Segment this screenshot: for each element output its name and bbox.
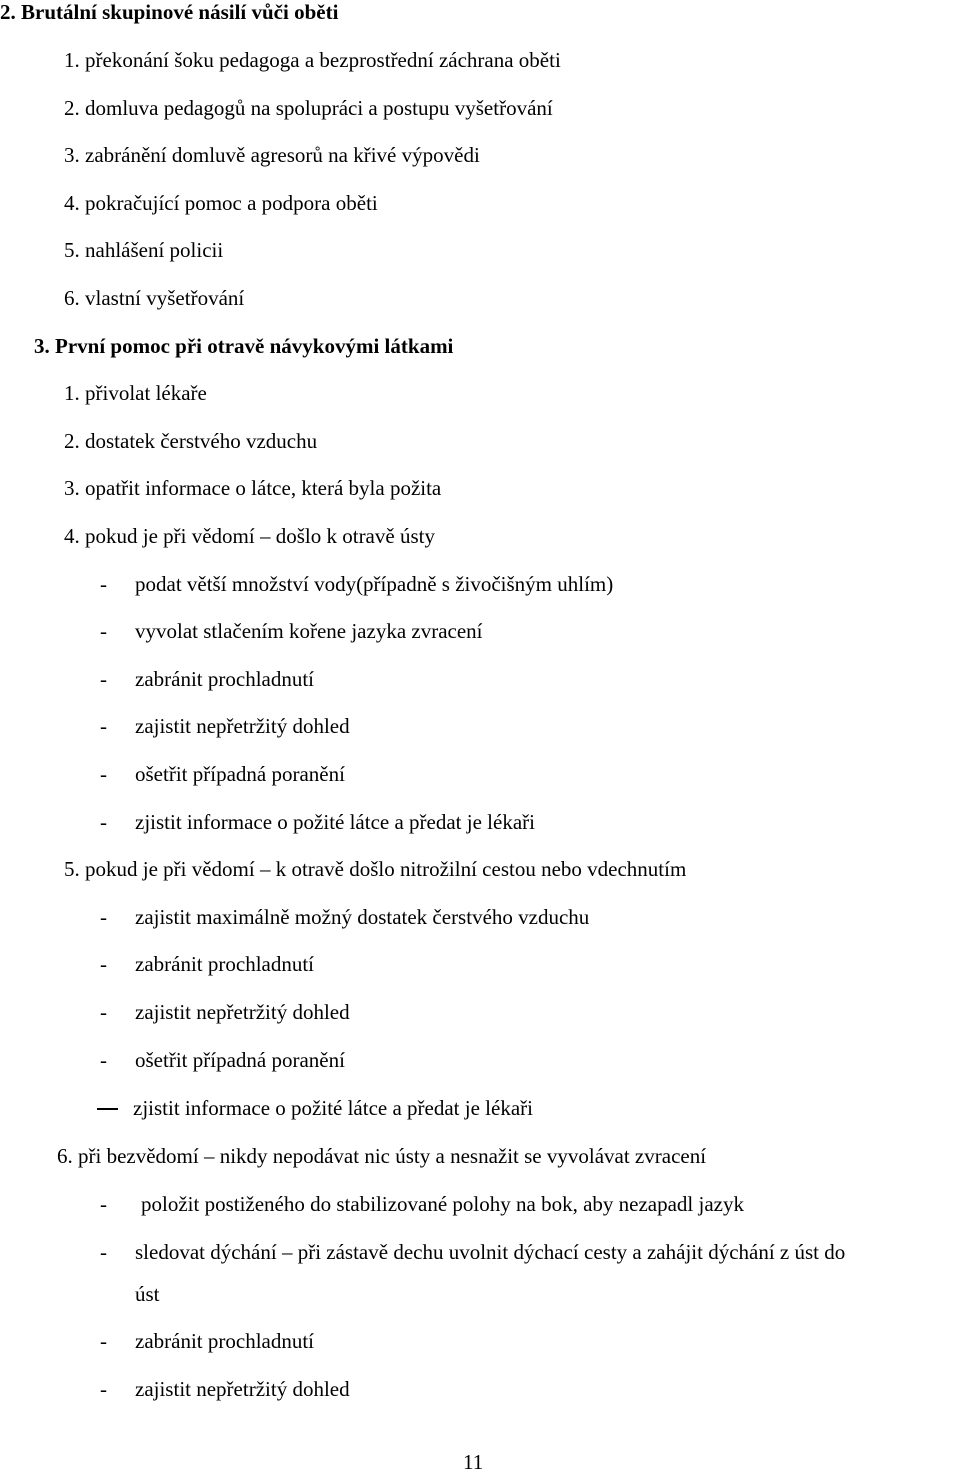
list-item: 5. pokud je při vědomí – k otravě došlo nitrožilní cestou nebo vdechnutím	[64, 857, 687, 881]
list-item: 1. přivolat lékaře	[64, 381, 207, 405]
bullet-item: zabránit prochladnutí	[135, 952, 315, 976]
bullet-item: sledovat dýchání – při zástavě dechu uvolnit dýchací cesty a zahájit dýchání z úst do	[135, 1240, 846, 1264]
bullet-item: ošetřit případná poranění	[135, 762, 345, 786]
bullet-marker: -	[100, 1329, 107, 1353]
bullet-item: zabránit prochladnutí	[135, 667, 315, 691]
list-item: 5. nahlášení policii	[64, 238, 224, 262]
list-item: 6. vlastní vyšetřování	[64, 286, 245, 310]
bullet-marker: -	[100, 1192, 107, 1216]
bullet-marker: -	[100, 619, 107, 643]
list-item: 4. pokračující pomoc a podpora oběti	[64, 191, 378, 215]
bullet-item: vyvolat stlačením kořene jazyka zvracení	[135, 619, 483, 643]
page-number: 11	[463, 1450, 484, 1474]
bullet-item: zajistit nepřetržitý dohled	[135, 1000, 350, 1024]
bullet-item: ošetřit případná poranění	[135, 1048, 345, 1072]
bullet-item-continuation: úst	[135, 1282, 160, 1306]
bullet-item: podat větší množství vody(případně s živočišným uhlím)	[135, 572, 614, 596]
list-item: 2. domluva pedagogů na spolupráci a postupu vyšetřování	[64, 96, 553, 120]
bullet-marker: -	[100, 572, 107, 596]
bullet-item: zjistit informace o požité látce a předat je lékaři	[133, 1096, 533, 1120]
bullet-marker: -	[100, 905, 107, 929]
list-item: 4. pokud je při vědomí – došlo k otravě ústy	[64, 524, 435, 548]
list-item: 3. zabránění domluvě agresorů na křivé výpovědi	[64, 143, 480, 167]
bullet-marker: -	[100, 952, 107, 976]
bullet-marker: -	[100, 762, 107, 786]
bullet-item: položit postiženého do stabilizované polohy na bok, aby nezapadl jazyk	[141, 1192, 744, 1216]
bullet-item: zajistit nepřetržitý dohled	[135, 714, 350, 738]
bullet-marker: -	[100, 1048, 107, 1072]
bullet-marker: -	[100, 667, 107, 691]
list-item: 1. překonání šoku pedagoga a bezprostřední záchrana oběti	[64, 48, 561, 72]
list-item: 3. opatřit informace o látce, která byla požita	[64, 476, 442, 500]
bullet-marker: -	[100, 1240, 107, 1264]
section-heading: 3. První pomoc při otravě návykovými látkami	[34, 334, 454, 358]
list-item: 2. dostatek čerstvého vzduchu	[64, 429, 318, 453]
bullet-marker: -	[100, 810, 107, 834]
bullet-marker: -	[100, 1000, 107, 1024]
bullet-item: zjistit informace o požité látce a předat je lékaři	[135, 810, 535, 834]
list-item: 6. při bezvědomí – nikdy nepodávat nic ústy a nesnažit se vyvolávat zvracení	[57, 1144, 707, 1168]
bullet-item: zabránit prochladnutí	[135, 1329, 315, 1353]
bullet-marker: -	[100, 714, 107, 738]
bullet-item: zajistit nepřetržitý dohled	[135, 1377, 350, 1401]
bullet-marker: -	[100, 1377, 107, 1401]
section-heading: 2. Brutální skupinové násilí vůči oběti	[0, 0, 339, 24]
long-dash-marker	[97, 1108, 118, 1110]
bullet-item: zajistit maximálně možný dostatek čerstvého vzduchu	[135, 905, 590, 929]
